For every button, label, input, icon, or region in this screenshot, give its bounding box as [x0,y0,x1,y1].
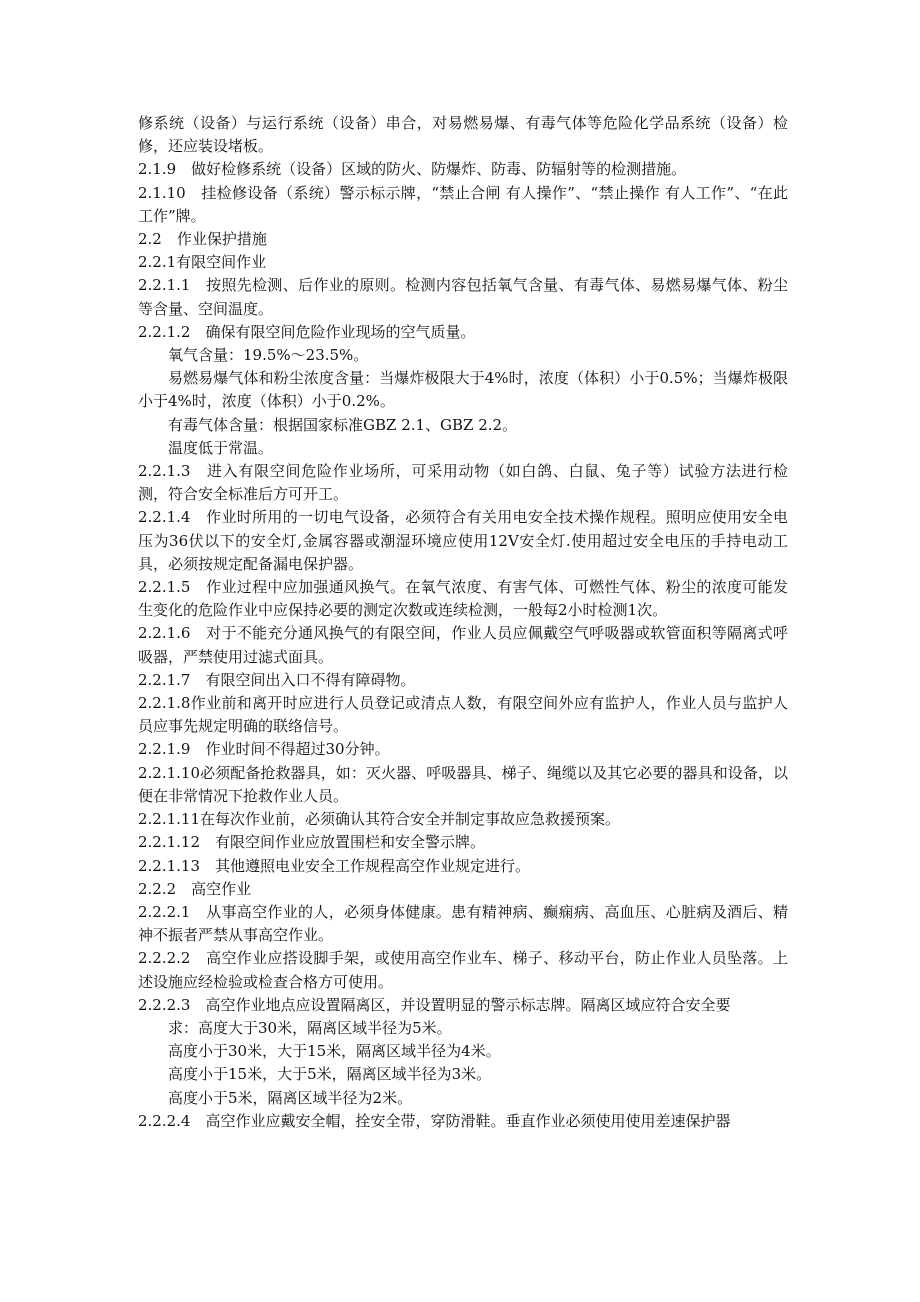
document-paragraph: 2.1.9 做好检修系统（设备）区域的防火、防爆炸、防毒、防辐射等的检测措施。 [138,160,687,179]
document-paragraph: 温度低于常温。 [168,438,274,457]
document-paragraph: 2.2 作业保护措施 [138,230,267,249]
document-body [138,112,788,1133]
document-paragraph: 易燃易爆气体和粉尘浓度含量：当爆炸极限大于4%时，浓度（体积）小于0.5%；当爆炸极限小于4%时，浓度（体积）小于0.2%。 [138,369,788,411]
document-paragraph: 2.2.2.4 高空作业应戴安全帽，拴安全带，穿防滑鞋。垂直作业必须使用使用差速保护器 [138,1111,731,1130]
document-paragraph: 修系统（设备）与运行系统（设备）串合，对易燃易爆、有毒气体等危险化学品系统（设备）检修，还应装设堵板。 [138,114,788,156]
document-paragraph: 2.2.1.4 作业时所用的一切电气设备，必须符合有关用电安全技术操作规程。照明应使用安全电压为36伏以下的安全灯,金属容器或潮湿环境应使用12V安全灯.使用超过安全电压的手持电动工具，必须按规定配备漏电保护器。 [138,508,788,573]
document-paragraph: 2.2.2.2 高空作业应搭设脚手架，或使用高空作业车、梯子、移动平台，防止作业人员坠落。上述设施应经检验或检查合格方可使用。 [138,949,788,991]
document-paragraph: 2.1.10 挂检修设备（系统）警示标示牌，“禁止合闸 有人操作”、“禁止操作 有人工作”、“在此工作”牌。 [138,183,788,225]
document-paragraph: 2.2.1.3 进入有限空间危险作业场所，可采用动物（如白鸽、白鼠、兔子等）试验方法进行检测，符合安全标准后方可开工。 [138,462,788,504]
document-paragraph: 2.2.1.13 其他遵照电业安全工作规程高空作业规定进行。 [138,856,531,875]
document-paragraph: 2.2.1.9 作业时间不得超过30分钟。 [138,740,390,759]
document-paragraph: 2.2.1.12 有限空间作业应放置围栏和安全警示牌。 [138,833,486,852]
document-paragraph: 2.2.1.11在每次作业前，必须确认其符合安全并制定事故应急救援预案。 [138,810,621,829]
document-paragraph: 氧气含量：19.5%～23.5%。 [168,346,369,365]
document-paragraph: 高度小于15米，大于5米，隔离区域半径为3米。 [168,1065,492,1084]
document-paragraph: 2.2.1.1 按照先检测、后作业的原则。检测内容包括氧气含量、有毒气体、易燃易爆气体、粉尘等含量、空间温度。 [138,276,788,318]
document-paragraph: 求：高度大于30米，隔离区域半径为5米。 [168,1018,452,1037]
document-paragraph: 2.2.1.10必须配备抢救器具，如：灭火器、呼吸器具、梯子、绳缆以及其它必要的器具和设备，以便在非常情况下抢救作业人员。 [138,763,788,805]
document-paragraph: 2.2.1.7 有限空间出入口不得有障碍物。 [138,670,416,689]
document-paragraph: 2.2.1.8作业前和离开时应进行人员登记或清点人数，有限空间外应有监护人，作业人员与监护人员应事先规定明确的联络信号。 [138,694,788,736]
document-paragraph: 2.2.2 高空作业 [138,879,252,898]
document-paragraph: 2.2.1.6 对于不能充分通风换气的有限空间，作业人员应佩戴空气呼吸器或软管面积等隔离式呼吸器，严禁使用过滤式面具。 [138,624,788,666]
document-paragraph: 高度小于5米，隔离区域半径为2米。 [168,1088,413,1107]
document-paragraph: 2.2.2.3 高空作业地点应设置隔离区，并设置明显的警示标志牌。隔离区域应符合安全要 [138,995,731,1014]
document-paragraph: 2.2.2.1 从事高空作业的人，必须身体健康。患有精神病、癫痫病、高血压、心脏病及酒后、精神不振者严禁从事高空作业。 [138,902,788,945]
document-paragraph: 2.2.1.5 作业过程中应加强通风换气。在氧气浓度、有害气体、可燃性气体、粉尘的浓度可能发生变化的危险作业中应保持必要的测定次数或连续检测，一般每2小时检测1次。 [138,578,788,620]
document-paragraph: 有毒气体含量：根据国家标准GBZ 2.1、GBZ 2.2。 [168,415,518,434]
document-paragraph: 2.2.1.2 确保有限空间危险作业现场的空气质量。 [138,322,476,341]
document-paragraph: 高度小于30米，大于15米，隔离区域半径为4米。 [168,1042,501,1061]
document-paragraph: 2.2.1有限空间作业 [138,253,267,272]
